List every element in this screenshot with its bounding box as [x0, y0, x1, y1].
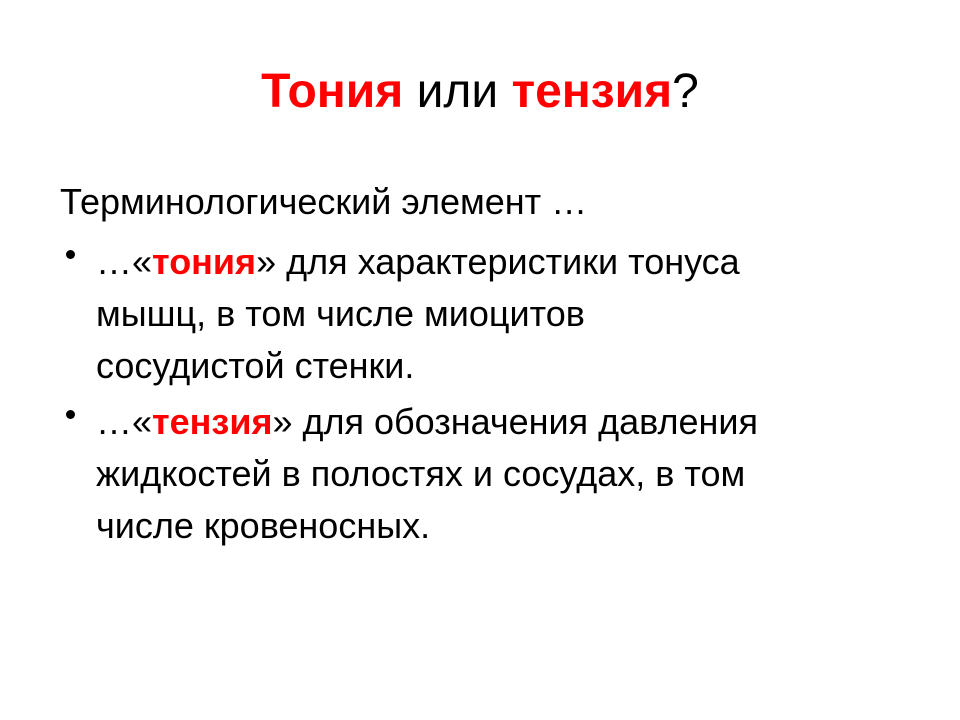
- bullet-text: [96, 236, 916, 392]
- bullet-line-1: [96, 396, 916, 448]
- bullet-line-2: мышц, в том числе миоцитов: [96, 293, 585, 334]
- title-term-tonia: Тония: [261, 65, 404, 118]
- title-connector: или: [403, 65, 512, 118]
- slide-title: [0, 62, 960, 122]
- bullet-prefix: …«: [96, 241, 153, 282]
- bullet-dot-icon: [66, 250, 75, 259]
- bullet-dot-icon: [66, 410, 75, 419]
- title-term-tenziya: тензия: [511, 65, 673, 118]
- intro-text: Терминологический элемент …: [60, 181, 588, 222]
- bullet-text: [96, 396, 916, 552]
- bullet-line-1-rest: » для характеристики тонуса: [256, 241, 740, 282]
- bullet-line-3: сосудистой стенки.: [96, 345, 415, 386]
- bullet-term-tenziya: тензия: [152, 401, 273, 442]
- bullet-term-tonia: тония: [152, 241, 257, 282]
- bullet-line-1: [96, 236, 916, 288]
- bullet-prefix: …«: [96, 401, 153, 442]
- bullet-line-1-rest: » для обозначения давления: [272, 401, 758, 442]
- title-punctuation: ?: [672, 65, 699, 118]
- bullet-line-3: числе кровеносных.: [96, 505, 431, 546]
- bullet-line-2: жидкостей в полостях и сосудах, в том: [96, 453, 746, 494]
